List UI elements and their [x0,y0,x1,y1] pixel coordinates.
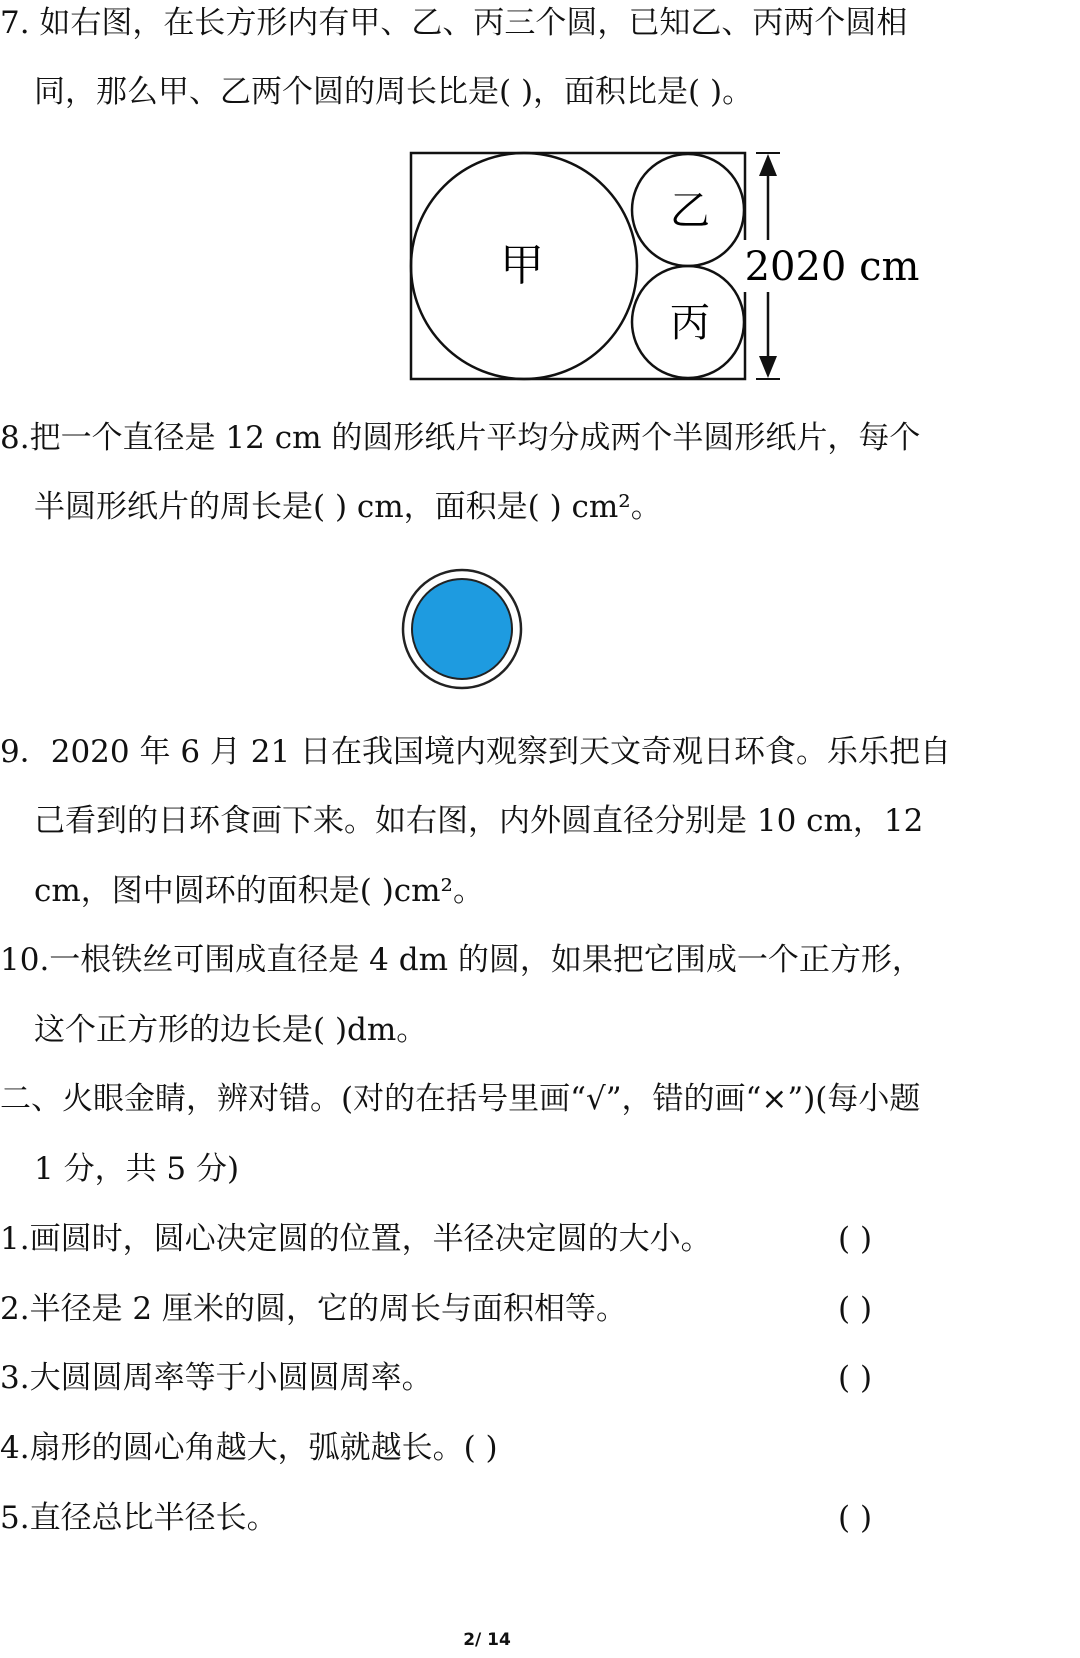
q7-line-2: 同，那么甲、乙两个圆的周长比是( )，面积比是( )。 [34,74,754,110]
judge-item-3-answer-blank[interactable]: ( ) [838,1360,873,1396]
q9-line-3: cm，图中圆环的面积是( )cm²。 [34,873,484,909]
q8-line-1: 8.把一个直径是 12 cm 的圆形纸片平均分成两个半圆形纸片，每个 [0,420,921,456]
judge-item-3-text: 3.大圆圆周率等于小圆圆周率。 [0,1360,433,1396]
section2-heading-line-2: 1 分，共 5 分) [34,1151,240,1187]
arrow-up-icon [759,154,777,176]
judge-item-1-answer-blank[interactable]: ( ) [838,1221,873,1257]
judge-item-5-text: 5.直径总比半径长。 [0,1500,278,1536]
q7-figure [408,148,928,384]
q7-line-1: 7. 如右图，在长方形内有甲、乙、丙三个圆，已知乙、丙两个圆相 [0,5,908,41]
q10-line-1: 10.一根铁丝可围成直径是 4 dm 的圆，如果把它围成一个正方形， [0,942,923,978]
inner-blue-circle [412,579,512,679]
q8-line-2: 半圆形纸片的周长是( ) cm，面积是( ) cm²。 [34,489,662,525]
q9-eclipse-figure [400,567,524,691]
judge-item-1-text: 1.画圆时，圆心决定圆的位置，半径决定圆的大小。 [0,1221,712,1257]
q9-line-2: 己看到的日环食画下来。如右图，内外圆直径分别是 10 cm，12 [34,803,924,839]
judge-item-4-text: 4.扇形的圆心角越大，弧就越长。( ) [0,1430,498,1466]
judge-item-5-answer-blank[interactable]: ( ) [838,1500,873,1536]
label-bing: 丙 [670,300,710,346]
judge-item-2-answer-blank[interactable]: ( ) [838,1291,873,1327]
label-jia: 甲 [500,240,544,291]
dimension-label: 2020 cm [744,244,920,290]
q9-line-1: 9．2020 年 6 月 21 日在我国境内观察到天文奇观日环食。乐乐把自 [0,734,952,770]
section2-heading-line-1: 二、火眼金睛，辨对错。(对的在括号里画“√”，错的画“×”)(每小题 [0,1081,921,1117]
arrow-down-icon [759,356,777,378]
q10-line-2: 这个正方形的边长是( )dm。 [34,1012,428,1048]
page-number: 2/ 14 [463,1630,511,1650]
label-yi: 乙 [670,188,710,234]
judge-item-2-text: 2.半径是 2 厘米的圆，它的周长与面积相等。 [0,1291,628,1327]
